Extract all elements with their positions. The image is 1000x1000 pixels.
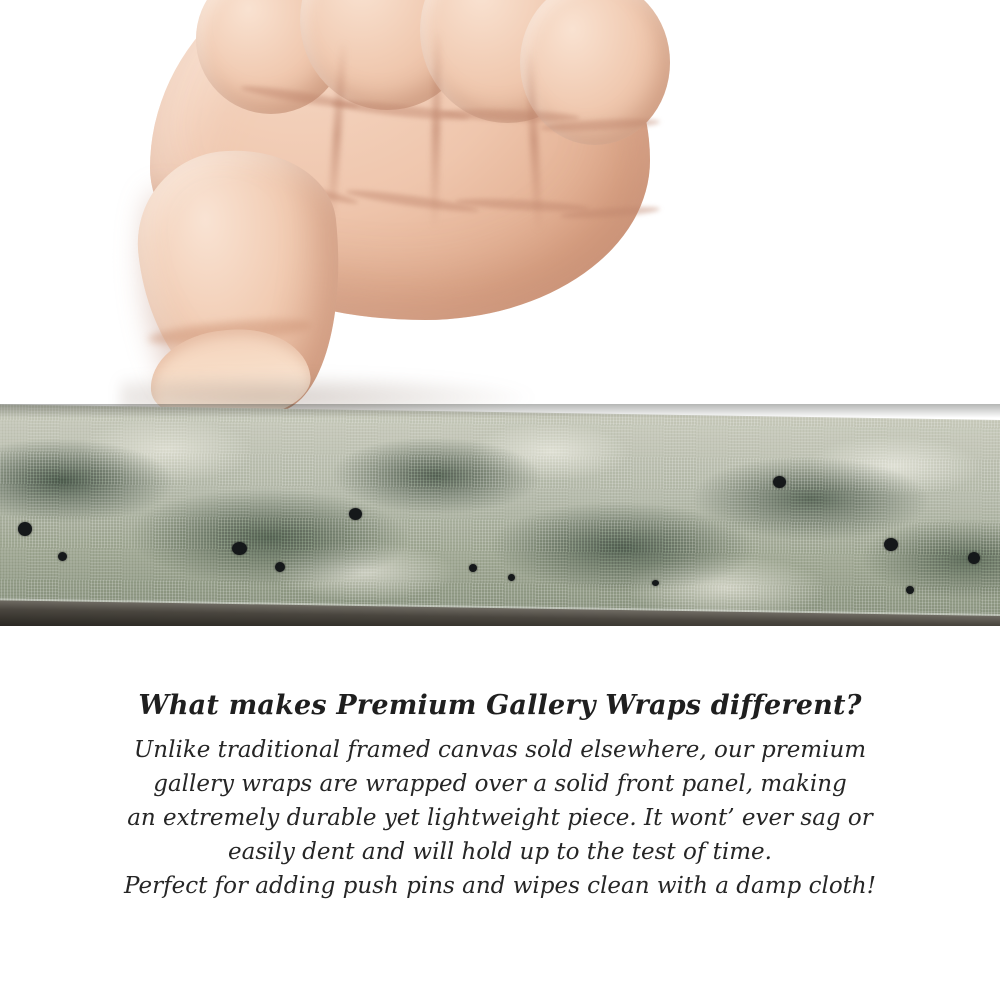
canvas-edge-strip	[0, 404, 1000, 626]
surface-speck	[773, 476, 786, 488]
canvas-top-shading	[0, 404, 1000, 418]
surface-speck	[968, 552, 980, 564]
caption-body	[120, 733, 880, 903]
surface-speck	[232, 542, 247, 555]
surface-speck	[349, 508, 362, 520]
surface-speck	[469, 564, 477, 572]
surface-speck	[18, 522, 32, 536]
surface-speck	[275, 562, 285, 572]
surface-speck	[652, 580, 659, 586]
caption-line: Perfect for adding push pins and wipes clean with a damp cloth!	[124, 873, 876, 900]
surface-speck	[884, 538, 898, 551]
surface-speck	[58, 552, 67, 561]
caption-line: gallery wraps are wrapped over a solid front panel, making	[153, 771, 847, 798]
canvas-weave-texture	[0, 404, 1000, 626]
hand-illustration	[0, 0, 1000, 420]
surface-speck	[508, 574, 515, 581]
caption-line: easily dent and will hold up to the test of time.	[228, 839, 772, 866]
caption-line: an extremely durable yet lightweight piece. It wont’ ever sag or	[127, 805, 873, 832]
caption-block	[0, 690, 1000, 903]
caption-heading: What makes Premium Gallery Wraps different?	[138, 690, 862, 721]
surface-speck	[906, 586, 914, 594]
caption-line: Unlike traditional framed canvas sold elsewhere, our premium	[133, 737, 867, 763]
